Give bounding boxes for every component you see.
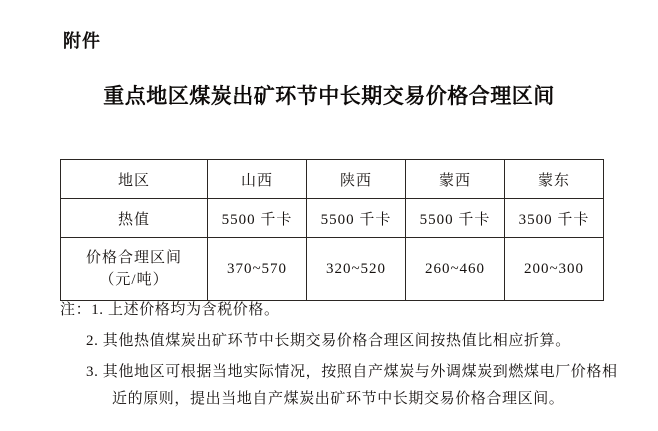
page-title: 重点地区煤炭出矿环节中长期交易价格合理区间 [103, 84, 555, 108]
note-item-3-continued: 近的原则，提出当地自产煤炭出矿环节中长期交易价格合理区间。 [112, 391, 565, 408]
table-row-region [61, 160, 604, 199]
price-range-2: 320~520 [307, 238, 406, 301]
row-header-heat-value: 热值 [61, 199, 208, 238]
row-header-price-range-line2: （元/吨） [99, 272, 169, 288]
note-item-3: 3. 其他地区可根据当地实际情况，按照自产煤炭与外调煤炭到燃煤电厂价格相 [86, 363, 618, 380]
note-item-2: 2. 其他热值煤炭出矿环节中长期交易价格合理区间按热值比相应折算。 [86, 332, 571, 349]
price-range-1: 370~570 [208, 238, 307, 301]
note-item-1-text: 1. 上述价格均为含税价格。 [91, 302, 280, 318]
price-range-table [60, 159, 604, 301]
column-header-region-4: 蒙东 [505, 160, 604, 199]
table-row-price-range [61, 238, 604, 301]
notes-prefix: 注： [60, 302, 92, 318]
row-header-region: 地区 [61, 160, 208, 199]
heat-value-1: 5500 千卡 [208, 199, 307, 238]
column-header-region-1: 山西 [208, 160, 307, 199]
price-range-4: 200~300 [505, 238, 604, 301]
heat-value-4: 3500 千卡 [505, 199, 604, 238]
column-header-region-2: 陕西 [307, 160, 406, 199]
table-row-heat-value [61, 199, 604, 238]
row-header-price-range-line1: 价格合理区间 [85, 249, 182, 266]
row-header-price-range [61, 238, 208, 301]
note-item-1 [60, 300, 620, 322]
heat-value-2: 5500 千卡 [307, 199, 406, 238]
heat-value-3: 5500 千卡 [406, 199, 505, 238]
attachment-label: 附件 [63, 31, 101, 51]
price-range-3: 260~460 [406, 238, 505, 301]
notes-section [60, 300, 620, 420]
column-header-region-3: 蒙西 [406, 160, 505, 199]
